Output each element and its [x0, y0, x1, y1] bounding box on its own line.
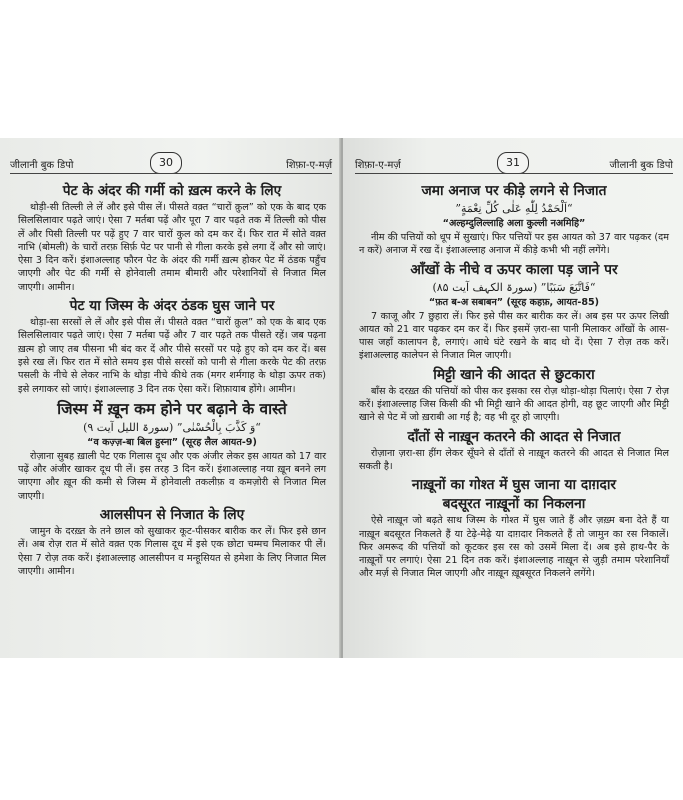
section-text: नीम की पत्तियों को धूप में सुखाएं। फिर पत्तियों पर इस आयत को 37 वार पढ़कर (दम न करें) अनाज में रख दें। इंशाअल्लाह अनाज में कीड़े कभी भी नहीं लगेंगे। [359, 232, 669, 257]
verse-reference: “अल्हम्दुलिल्लाहि अला कुल्ली नअमिहि” [442, 218, 586, 229]
header-rule [355, 173, 673, 174]
page-header [10, 152, 332, 174]
section-heading: बदसूरत नाख़ूनों का निकलना [442, 496, 586, 513]
section-text: थोड़ा-सा सरसों ले लें और इसे पीस लें। पीसते वक़्त “चारों क़ुल” को एक के बाद एक सिलसिलावार पढ़ते जाएं। ऐसा 7 मर्तबा पढ़ें और 7 वार पढ़ते तक पीसते रहें। जब पढ़ना ख़त्म हो जाए तब पीसना भी बंद कर दें और पीसे सरसों पर पढ़े हुए को दम कर दें। बस इसे रख लें। फिर रात में सोते समय इस पीसे सरसों को पानी से गीला करके पेट की तरफ़ पसली के नीचे से लेकर नाभि के थोड़ा नीचे कीथे तक (मगर शर्मगाह के थोड़ा ऊपर तक) इसे लगाकर सो जाएं। इंशाअल्लाह 3 दिन तक ऐसा करें। शिफ़ायाब होंगे। आमीन। [18, 317, 326, 395]
arabic-verse: “فَاتَّبَعَ سَبَبًا” (سورۃ الکہف آیت ۸۵) [432, 280, 596, 294]
section-heading: जिस्म में ख़ून कम होने पर बढ़ाने के वास्ते [57, 399, 287, 418]
verse-reference: “व कज़्ज़-बा बिल हुस्ना” (सूरह लैल आयत-9) [87, 436, 257, 448]
section-heading: आलसीपन से निजात के लिए [99, 507, 245, 524]
page-content [18, 182, 326, 578]
book-spread [0, 138, 683, 658]
verse-reference: “फ़त ब-अ सबाबन” (सूरह कहफ़, आयत-85) [428, 296, 600, 308]
section-heading: पेट के अंदर की गर्मी को ख़त्म करने के लिए [62, 183, 282, 199]
section-text: रोज़ाना सुबह ख़ाली पेट एक गिलास दूध और एक अंजीर लेकर इस आयत को 17 वार पढ़ें और अंजीर खाकर दूध पी लें। इस तरह 3 दिन करें। इंशाअल्लाह नया ख़ून बनने लग जाएगा और ख़ून की कमी से जिस्म में होनेवाली तकलीफ़ व कमज़ोरी से निजात मिल जाएगी। [18, 450, 326, 502]
section-text: थोड़ी-सी तिल्ली ले लें और इसे पीस लें। पीसते वक़्त “चारों क़ुल” को एक के बाद एक सिलसिलावार पढ़ते जाएं। ऐसा 7 मर्तबा पढ़ें और पूरा 7 वार पढ़ते तक में तिल्ली को पीस लें और पिसी तिल्ली पर पढ़ें हुए 7 वार चारों कुल को दम कर दें। फिर रात में सोते वक़्त नाभि (बोमली) के चारों तरफ़ सिर्फ़ पेट पर पानी से गीला करके इसे लगा दें और सो जाएं। ऐसा 3 दिन करें। इंशाअल्लाह फौरन पेट के अंदर की गर्मी ख़त्म होकर पेट में ठंडक पहुँच जाएगी और पेट की गर्मी से होनेवाली तमाम बीमारी और परेशानियों से निजात मिल जाएगी। आमीन। [18, 202, 326, 293]
arabic-verse: “اَلْحَمْدُ لِلّٰهِ عَلٰى كُلِّ نِعْمَةٍ” [455, 202, 573, 215]
publisher-name: जीलानी बुक डिपो [609, 160, 673, 171]
arabic-verse: “وَ كَذَّبَ بِالْحُسْنٰى” (سورۃ اللیل آیت ۹) [83, 420, 261, 434]
section-text: जामुन के दरख़्त के तने छाल को सुखाकर कूट-पीसकर बारीक कर लें। फिर इसे छान लें। अब रोज़ रात में सोते वक़्त एक गिलास दूध में इसे एक छोटा चम्मच मिलाकर पी लें। ऐसा 7 रोज़ तक करें। इंशाअल्लाह आलसीपन व मन्हूसियत से हमेशा के लिए निजात मिल जाएगी। आमीन। [18, 526, 326, 577]
section-text: ऐसे नाख़ून जो बढ़ते साथ जिस्म के गोश्त में घुस जाते हैं और ज़ख़्म बना देते हैं या नाख़ून बदसूरत निकलते हैं या टेढ़े-मेढ़े या दाग़दार निकलते हैं तो जामुन का रस निकालें। फिर अमरूद की पत्तियों को कूटकर इस रस को उसमें मिला दें। अब इसे हाथ-पैर के नाख़ूनों पर लगाएं। ऐसा 21 दिन तक करें। इंशाअल्लाह नाख़ून से जुड़ी तमाम परेशानियाँ और मर्ज़ से निजात मिल जाएगी और नाख़ून ख़ूबसूरत निकलने लगेंगे। [359, 515, 669, 580]
section-heading: मिट्टी खाने की आदत से छुटकारा [433, 366, 595, 383]
book-title: शिफ़ा-ए-मर्ज़ [355, 160, 401, 171]
section-heading: नाख़ूनों का गोश्त में घुस जाना या दाग़दार [411, 477, 617, 494]
header-rule [10, 173, 332, 174]
book-title: शिफ़ा-ए-मर्ज़ [286, 160, 332, 171]
section-text: 7 काजू और 7 छुहारा लें। फिर इसे पीस कर बारीक कर लें। अब इस पर ऊपर लिखी आयत को 21 वार पढ़कर दम कर दें। फिर इसमें ज़रा-सा पानी मिलाकर आँखों के आस-पास जहाँ कालापन है, लगाएं। आधे घंटे रखने के बाद धो दें। ऐसा 7 रोज़ तक करें। इंशाअल्लाह कालेपन से निजात मिल जाएगी। [359, 310, 669, 362]
left-page [0, 138, 341, 658]
section-heading: जमा अनाज पर कीड़े लगने से निजात [421, 183, 607, 199]
page-number: 30 [150, 152, 182, 174]
right-page [343, 138, 683, 658]
section-text: रोज़ाना ज़रा-सा हींग लेकर सूँघने से दाँतों से नाख़ून कतरने की आदत से निजात मिल सकती है। [359, 447, 669, 472]
page-header [355, 152, 673, 174]
page-number: 31 [497, 152, 529, 174]
section-heading: दाँतों से नाख़ून कतरने की आदत से निजात [407, 428, 621, 445]
page-content [359, 182, 669, 581]
section-text: बाँस के दरख़्त की पत्तियों को पीस कर इसका रस रोज़ थोड़ा-थोड़ा पिलाएं। ऐसा 7 रोज़ करें। इंशाअल्लाह जिस किसी की भी मिट्टी खाने की आदत होगी, वह छूट जाएगी और मिट्टी खाने से पेट में जो ख़राबी आ गई है; वह भी दूर हो जाएगी। [359, 385, 669, 424]
publisher-name: जीलानी बुक डिपो [10, 160, 74, 171]
section-heading: पेट या जिस्म के अंदर ठंडक घुस जाने पर [69, 298, 275, 315]
section-heading: आँखों के नीचे व ऊपर काला पड़ जाने पर [410, 261, 618, 278]
